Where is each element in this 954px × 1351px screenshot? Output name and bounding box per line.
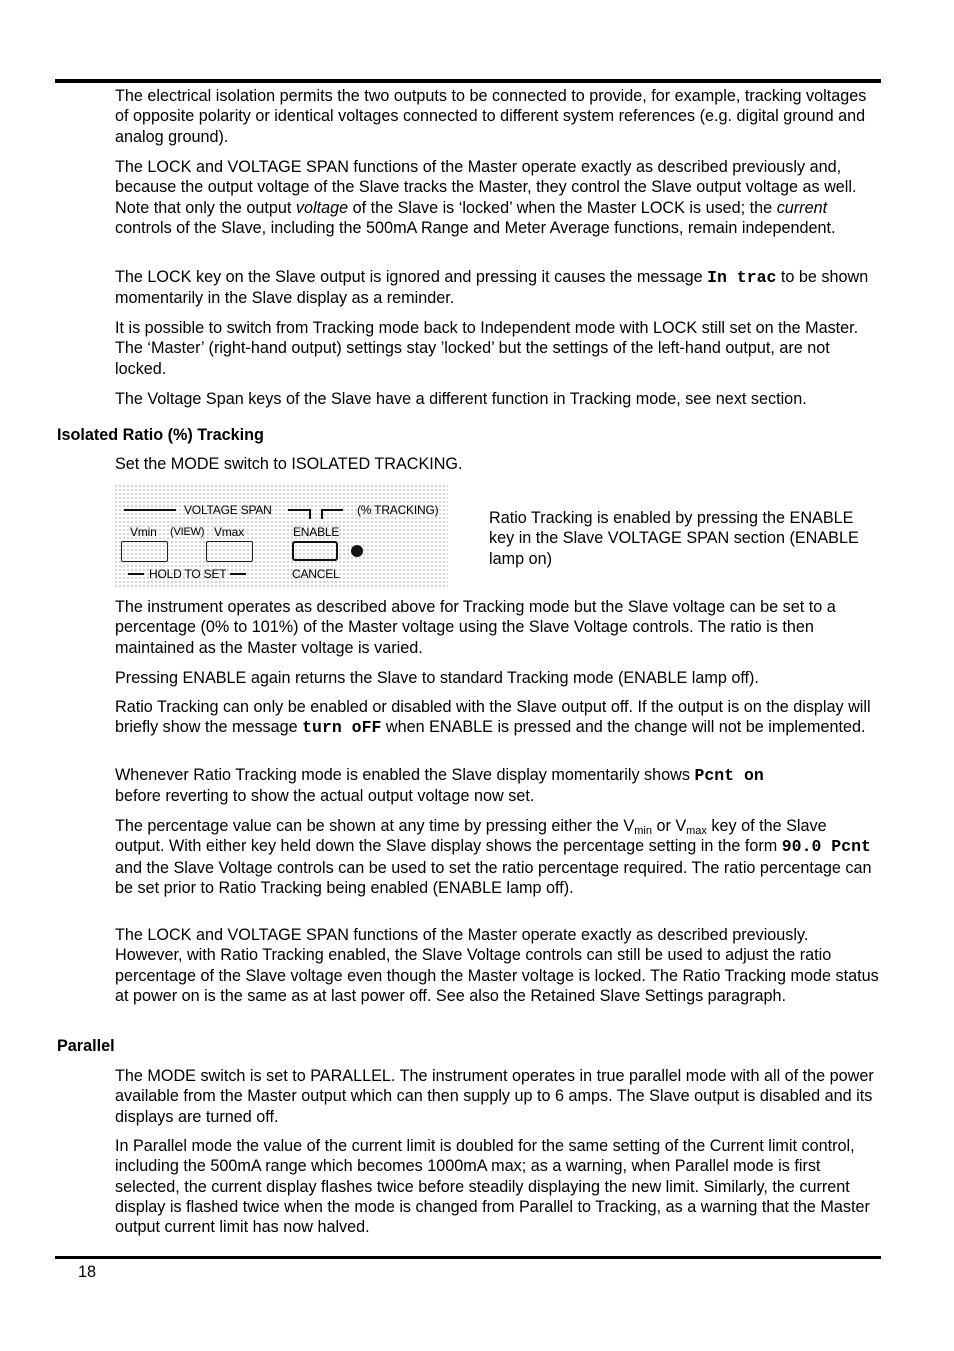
display-message: 90.0 Pcnt	[781, 837, 871, 857]
paragraph-span-keys: The Voltage Span keys of the Slave have a different function in Tracking mode, see next section.	[115, 390, 807, 408]
panel-hold-to-set-label: HOLD TO SET	[149, 567, 227, 581]
paragraph-enable-again: Pressing ENABLE again returns the Slave to standard Tracking mode (ENABLE lamp off).	[115, 669, 759, 687]
heading-parallel: Parallel	[57, 1037, 115, 1055]
bottom-rule	[55, 1256, 881, 1259]
page-number: 18	[78, 1263, 97, 1281]
paragraph-set-mode: Set the MODE switch to ISOLATED TRACKING.	[115, 455, 463, 473]
paragraph-independent: It is possible to switch from Tracking mode back to Independent mode with LOCK still set on the Master. The ‘Master’ (right-hand output) settings stay ’locked’ but the settings of the left-hand output, are not locked.	[115, 319, 859, 378]
paragraph-parallel-mode: The MODE switch is set to PARALLEL. The instrument operates in true parallel mode with all of the power available from the Master output which can then supply up to 6 amps. The Slave output is disabled and its displays are turned off.	[115, 1067, 874, 1126]
paragraph-current-limit: In Parallel mode the value of the current limit is doubled for the same setting of the Current limit control, including the 500mA range which becomes 1000mA max; as a warning, when Parallel mode is first selected, the current display flashes twice before steadily displaying the new limit. Similarly, the current display is flashed twice when the mode is changed from Parallel to Tracking, as a warning that the Master output current limit has now halved.	[115, 1137, 870, 1237]
display-message: In trac	[707, 268, 777, 287]
paragraph-ratio-operation: The instrument operates as described above for Tracking mode but the Slave voltage can be set to a percentage (0% to 101%) of the Master voltage using the Slave Voltage controls. The ratio is then maintained as the Master voltage is varied.	[115, 598, 836, 657]
panel-vmax-label: Vmax	[214, 525, 244, 539]
top-rule	[55, 79, 881, 83]
voltage-span-panel-illustration	[114, 484, 448, 588]
paragraph-ratio-enable-note: Ratio Tracking is enabled by pressing the ENABLE key in the Slave VOLTAGE SPAN section (ENABLE lamp on)	[489, 509, 859, 568]
panel-enable-label: ENABLE	[293, 525, 340, 539]
enable-key	[292, 541, 338, 561]
vmin-key	[121, 541, 168, 562]
panel-cancel-label: CANCEL	[292, 567, 340, 581]
paragraph-ratio-lock: The LOCK and VOLTAGE SPAN functions of the Master operate exactly as described previously. However, with Ratio Tracking enabled, the Slave Voltage controls can still be used to adjust the ratio percentage of the Slave voltage even though the Master voltage is locked. The Ratio Tracking mode status at power on is the same as at last power off. See also the Retained Slave Settings paragraph.	[115, 926, 879, 1005]
display-message: Pcnt on	[694, 766, 764, 785]
display-message: turn oFF	[302, 718, 382, 738]
panel-tracking-label: (% TRACKING)	[357, 503, 439, 517]
paragraph-slave-lock: The LOCK key on the Slave output is ignored and pressing it causes the message In trac to be shown momentarily in the Slave display as a reminder.	[115, 268, 869, 308]
heading-ratio-tracking: Isolated Ratio (%) Tracking	[57, 426, 264, 444]
paragraph-isolation: The electrical isolation permits the two outputs to be connected to provide, for example, tracking voltages of opposite polarity or identical voltages connected to different system references (e.g. digital ground and analog ground).	[115, 87, 867, 146]
paragraph-pcnt-on: Whenever Ratio Tracking mode is enabled the Slave display momentarily shows Pcnt on before reverting to show the actual output voltage now set.	[115, 766, 764, 806]
paragraph-lock-span: The LOCK and VOLTAGE SPAN functions of the Master operate exactly as described previously and, because the output voltage of the Slave tracks the Master, they control the Slave output voltage as well. Note that only the output voltage of the Slave is ‘locked’ when the Master LOCK is used; the current controls of the Slave, including the 500mA Range and Meter Average functions, remain independent.	[115, 158, 857, 237]
panel-voltage-span-label: VOLTAGE SPAN	[184, 503, 272, 517]
panel-vmin-label: Vmin	[130, 525, 157, 539]
enable-lamp-indicator	[351, 545, 363, 557]
vmax-key	[206, 541, 253, 562]
panel-view-label: (VIEW)	[170, 526, 205, 538]
paragraph-output-off: Ratio Tracking can only be enabled or disabled with the Slave output off. If the output is on the display will briefly show the message turn oFF when ENABLE is pressed and the change will not be implemented.	[115, 698, 871, 738]
paragraph-percentage-value: The percentage value can be shown at any time by pressing either the $V_{min}$ or $V_{max}$ key of the Slave output. With either key held down the Slave display shows the percentage setting in the form 90.0 Pcnt and the Slave Voltage controls can be used to set the ratio percentage required. The ratio percentage can be set prior to Ratio Tracking being enabled (ENABLE lamp off).	[115, 817, 872, 897]
